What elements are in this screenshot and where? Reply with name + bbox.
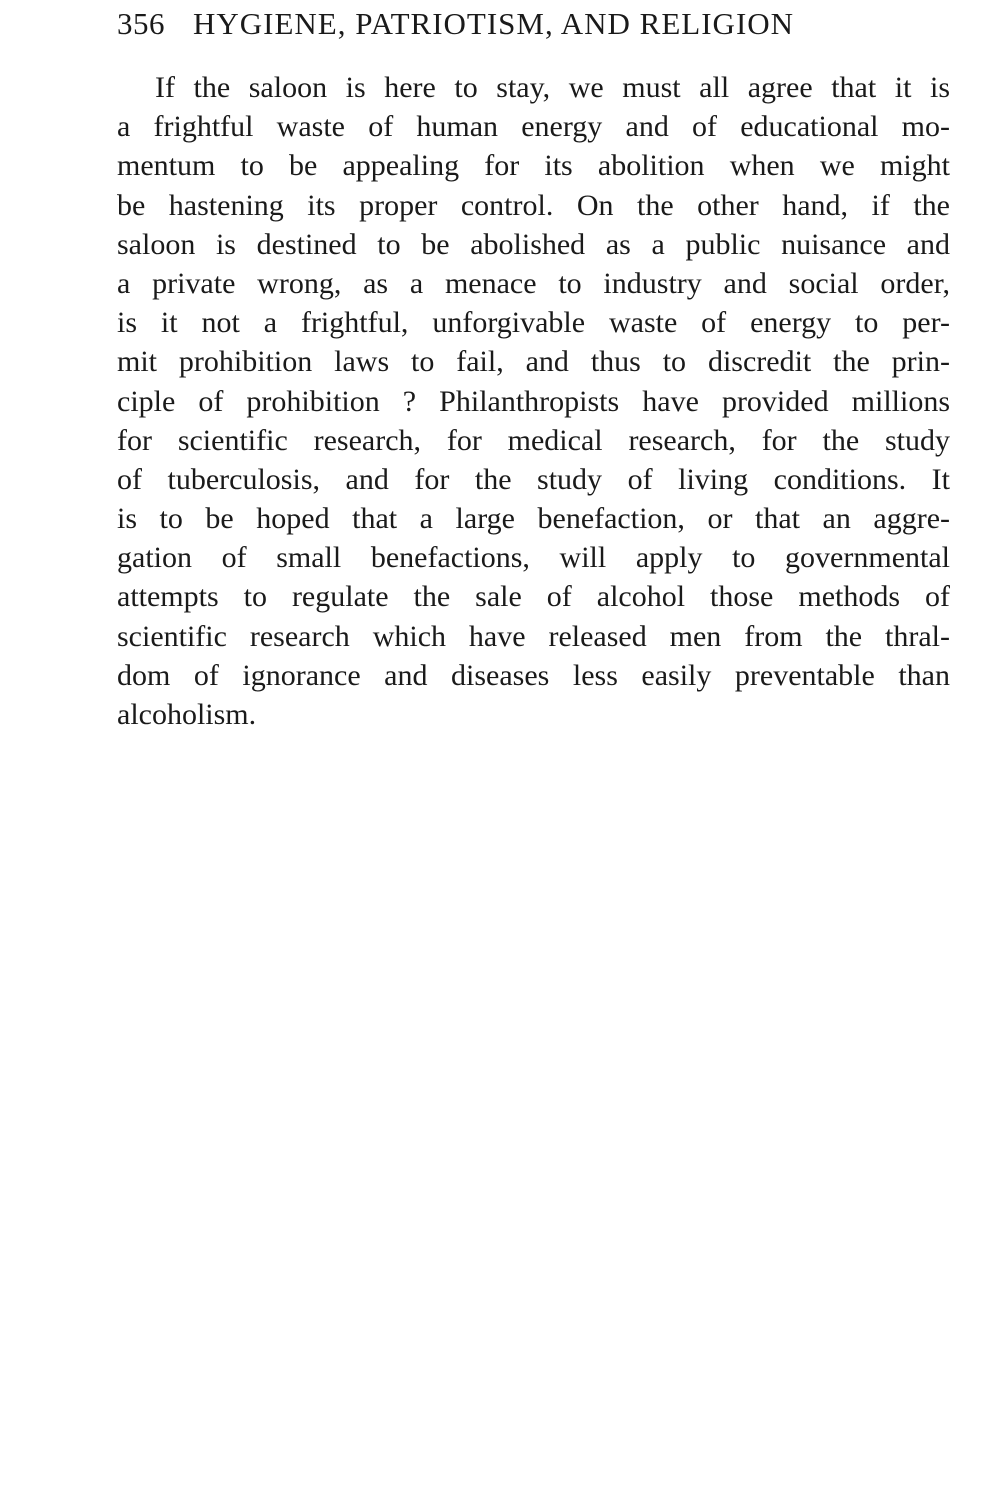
text-line: a frightful waste of human energy and of educational mo- — [117, 110, 950, 144]
text-line: alcoholism. — [117, 698, 257, 731]
text-line: is it not a frightful, unforgivable waste of energy to per- — [117, 306, 950, 340]
text-line: be hastening its proper control. On the other hand, if the — [117, 188, 950, 222]
text-line: scientific research which have released men from the thral- — [117, 619, 950, 653]
page-number: 356 — [117, 6, 165, 41]
text-line: saloon is destined to be abolished as a public nuisance and — [117, 227, 950, 261]
text-line: ciple of prohibition ? Philanthropists have provided millions — [117, 384, 950, 418]
text-line: is to be hoped that a large benefaction, or that an aggre- — [117, 502, 950, 536]
running-head — [117, 4, 857, 44]
text-line: mit prohibition laws to fail, and thus to discredit the prin- — [117, 345, 950, 379]
text-line: mentum to be appealing for its abolition when we might — [117, 149, 950, 183]
text-line: a private wrong, as a menace to industry and social order, — [117, 266, 950, 300]
text-line: of tuberculosis, and for the study of living conditions. It — [117, 462, 950, 496]
text-line: attempts to regulate the sale of alcohol those methods of — [117, 580, 950, 614]
text-line: dom of ignorance and diseases less easily preventable than — [117, 658, 950, 692]
text-line: If the saloon is here to stay, we must all agree that it is — [155, 71, 950, 104]
running-head-title: HYGIENE, PATRIOTISM, AND RELIGION — [193, 6, 795, 41]
text-line: gation of small benefactions, will apply to governmental — [117, 541, 950, 575]
body-paragraph — [117, 68, 950, 734]
text-line: for scientific research, for medical research, for the study — [117, 423, 950, 457]
